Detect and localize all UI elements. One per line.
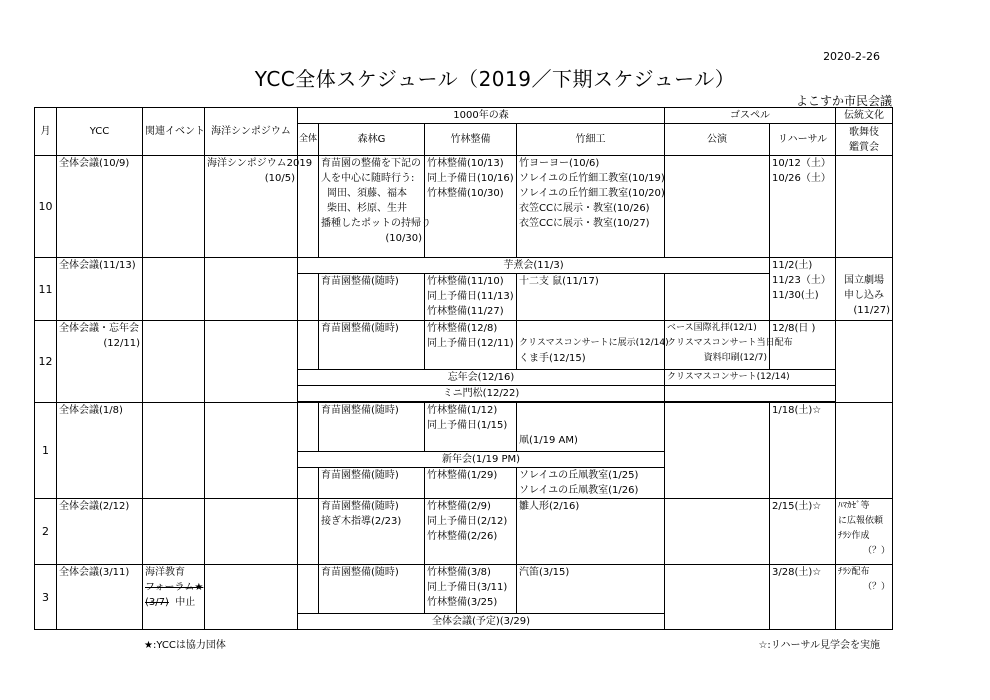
dento-cell [836,156,893,258]
zentai-cell [298,499,319,565]
takezaiku-cell [517,321,669,370]
rehearsal-cell: 12/8(日 ) [770,321,836,370]
takezaiku-cell: 雛人形(2/16) [517,499,665,565]
koen-line: ベース国際礼拝(12/1) [667,323,757,333]
chikurin-cell [425,565,517,614]
takezaiku-cell [517,156,665,258]
dento-line: （？） [863,546,891,556]
takezaiku-line: 衣笠CCに展示・教室(10/27) [519,218,650,229]
header-chikurin: 竹林整備 [425,124,517,156]
kanren-line [145,595,202,610]
kanren-status: 中止 [175,597,196,608]
zentai-cell [298,565,319,614]
takezaiku-cell: 十二支 鼠(11/17) [517,274,665,321]
row-march [35,565,893,614]
row-october [35,156,893,258]
chikurin-line: 竹林整備(3/25) [427,597,498,608]
kanren-cell [143,499,205,565]
dento-line: ﾁﾗｼ作成 [838,531,870,541]
takezaiku-cell [517,403,665,452]
rehearsal-line: 10/26（土） [772,173,831,184]
header-takezaiku: 竹細工 [517,124,665,156]
ycc-line: 全体会議・忘年会 [59,323,139,334]
month-cell: 10 [35,156,57,258]
takezaiku-line: ソレイユの丘竹細工教室(10/20) [519,188,665,199]
takezaiku-line: 凧(1/19 AM) [519,435,578,446]
takezaiku-cell: 汽笛(3/15) [517,565,665,614]
takezaiku-line: 竹ヨーヨー(10/6) [519,158,600,169]
chikurin-line: 竹林整備(3/8) [427,567,491,578]
zentai-cell [298,274,319,321]
ycc-line: (12/11) [103,338,140,349]
header-kaiyo: 海洋シンポジウム [205,108,298,156]
ycc-cell: 全体会議(3/11) [57,565,143,630]
month-cell: 11 [35,258,57,321]
dento-line: 国立劇場 [844,275,885,286]
rehearsal-cell: 1/18(土)☆ [770,403,836,499]
chikurin-line: 同上予備日(2/12) [427,516,508,527]
takezaiku-line: くま手(12/15) [519,353,586,364]
chikurin-line: 竹林整備(11/27) [427,306,504,317]
zentai-cell [298,403,319,452]
zentai-event-cell: 新年会(1/19 PM) [298,452,665,468]
header-1000nen-mori: 1000年の森 [298,108,665,124]
dento-line [838,258,890,273]
page-title: YCC全体スケジュール（2019／下期スケジュール） [254,67,736,91]
header-zentai: 全体 [298,124,319,156]
month-cell: 12 [35,321,57,403]
takezaiku-line [519,418,662,433]
row-december [35,321,893,370]
kaiyo-cell [205,156,313,258]
footer-note-left: ★:YCCは協力団体 [144,640,226,651]
rehearsal-cell [770,156,836,258]
mori-line: 柴田、杉原、生井 [327,203,407,214]
header-dento: 伝統文化 [836,108,893,124]
dento-line: ﾊﾏｶｾﾞ等 [838,501,870,511]
mori-cell [319,499,425,565]
koen-cell [665,403,770,499]
chikurin-line: 同上予備日(11/13) [427,291,514,302]
row-january [35,403,893,452]
ycc-cell: 全体会議(11/13) [57,258,143,321]
dento-line: (11/27) [853,305,891,316]
kaiyo-cell [205,565,298,630]
kaiyo-cell [205,321,298,403]
kanren-cell [143,565,205,630]
dento-cell [836,499,893,565]
kaiyo-line: (10/5) [264,173,295,184]
header-kanren: 関連イベント [143,108,205,156]
row-november [35,258,893,274]
rehearsal-line: 11/30(土) [772,290,819,301]
chikurin-line: 竹林整備(11/10) [427,276,504,287]
rehearsal-line: 11/2(土) [772,260,813,271]
mori-line: 接ぎ木指導(2/23) [321,516,402,527]
koen-cell [665,321,793,370]
takezaiku-line: ソレイユの丘凧教室(1/25) [519,470,639,481]
kanren-cell [143,403,205,499]
takezaiku-line: ソレイユの丘竹細工教室(10/19) [519,173,665,184]
koen-line: クリスマスコンサート当日配布 [667,338,793,348]
organization-name: よこすか市民会議 [795,94,892,108]
mori-cell [319,156,431,258]
chikurin-cell [425,274,517,321]
mori-line: 育苗園の整備を下記の [321,158,421,169]
zentai-event-cell: 全体会議(予定)(3/29) [298,614,665,630]
dento-cell [836,565,893,630]
month-cell: 1 [35,403,57,499]
koen-cell [665,565,770,630]
dento-cell [836,321,893,403]
kanren-cell [143,258,205,321]
takezaiku-line [519,403,662,418]
ycc-cell [57,321,143,403]
header-row-1 [35,108,893,124]
takezaiku-line [519,321,662,336]
header-gospel: ゴスペル [665,108,836,124]
zentai-cell [298,156,319,258]
header-kabuki-line2: 鑑賞会 [849,141,880,153]
rehearsal-cell: 2/15(土)☆ [770,499,836,565]
dento-line: （？） [863,582,891,592]
koen-line: 資料印刷(12/7) [703,353,768,363]
mori-cell: 育苗園整備(随時) [319,274,425,321]
rehearsal-line: 10/12（土） [772,158,831,169]
chikurin-cell: 竹林整備(1/29) [425,468,517,499]
rehearsal-cell [770,258,836,321]
kaiyo-cell [205,499,298,565]
ycc-cell: 全体会議(10/9) [57,156,143,258]
chikurin-line: 竹林整備(2/26) [427,531,498,542]
mori-cell: 育苗園整備(随時) [319,403,425,452]
takezaiku-line: ソレイユの丘凧教室(1/26) [519,485,639,496]
mori-line: 人を中心に随時行う: [321,173,415,184]
month-cell: 3 [35,565,57,630]
dento-line: ﾁﾗｼ配布 [838,567,870,577]
kaiyo-cell [205,258,298,321]
koen-cell [665,156,770,258]
kanren-line: 海洋教育 [145,567,185,578]
kanren-cell [143,321,205,403]
chikurin-line: 竹林整備(2/9) [427,501,491,512]
zentai-cell [298,321,319,370]
zentai-event-cell: ミニ門松(12/22) [298,386,665,402]
rehearsal-cell: 3/28(土)☆ [770,565,836,630]
header-ycc: YCC [57,108,143,156]
mori-line: (10/30) [385,233,422,244]
header-koen: 公演 [665,124,770,156]
dento-line: に広報依頼 [838,516,884,526]
row-february [35,499,893,565]
header-month: 月 [35,108,57,156]
chikurin-line: 竹林整備(12/8) [427,323,498,334]
dento-cell [836,403,893,499]
chikurin-line: 同上予備日(12/11) [427,338,514,349]
chikurin-line: 同上予備日(1/15) [427,420,508,431]
kaiyo-cell [205,403,298,499]
koen-cell [665,274,770,321]
chikurin-cell [425,156,517,258]
kaiyo-line: 海洋シンポジウム2019 [207,158,313,169]
takezaiku-line: 衣笠CCに展示・教室(10/26) [519,203,650,214]
zentai-event-cell: 芋煮会(11/3) [298,258,770,274]
mori-cell: 育苗園整備(随時) [319,565,425,614]
chikurin-line: 竹林整備(10/30) [427,188,504,199]
kanren-cell [143,156,205,258]
zentai-event-cell: 忘年会(12/16) [298,370,665,386]
koen-event-cell: クリスマスコンサート(12/14) [665,370,836,386]
header-kabuki [836,124,893,156]
footer-note-right: ☆:リハーサル見学会を実施 [758,640,880,651]
chikurin-cell [425,321,517,370]
dento-cell [836,258,893,321]
chikurin-line: 竹林整備(1/12) [427,405,498,416]
koen-cell [665,499,770,565]
dento-line: 申し込み [844,290,885,301]
kanren-line: フォーラム★ [145,582,204,593]
chikurin-cell [425,499,517,565]
header-moring: 森林G [319,124,425,156]
mori-line: 播種したポットの持帰り [321,218,431,229]
mori-line: 岡田、須藤、福本 [327,188,407,199]
header-rehearsal: リハーサル [770,124,836,156]
mori-cell: 育苗園整備(随時) [319,468,425,499]
schedule-table [34,107,893,630]
takezaiku-line: クリスマスコンサートに展示(12/14) [519,338,669,348]
empty-cell [665,386,836,402]
rehearsal-line: 11/23（土） [772,275,831,286]
mori-cell: 育苗園整備(随時) [319,321,425,370]
chikurin-line: 竹林整備(10/13) [427,158,504,169]
ycc-cell: 全体会議(2/12) [57,499,143,565]
chikurin-line: 同上予備日(3/11) [427,582,508,593]
document-date: 2020-2-26 [823,50,880,63]
chikurin-cell [425,403,517,452]
mori-line: 育苗園整備(随時) [321,501,399,512]
zentai-cell [298,468,319,499]
header-kabuki-line1: 歌舞伎 [849,126,880,138]
takezaiku-cell [517,468,665,499]
kanren-date: (3/7) [145,597,169,608]
chikurin-line: 同上予備日(10/16) [427,173,514,184]
ycc-cell: 全体会議(1/8) [57,403,143,499]
month-cell: 2 [35,499,57,565]
